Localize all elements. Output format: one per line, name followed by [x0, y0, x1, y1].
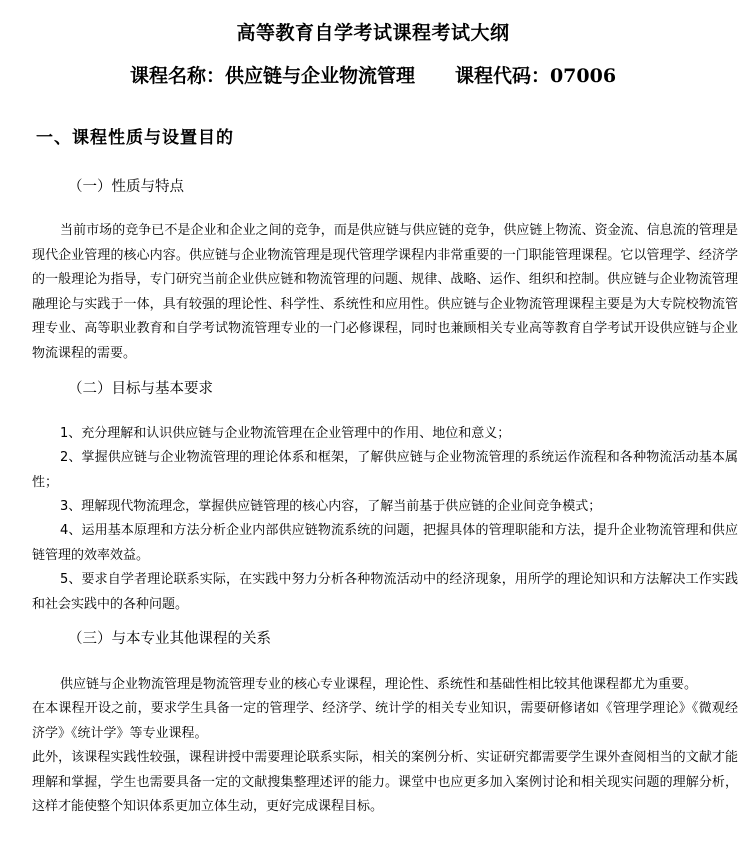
goal-item-1 [32, 422, 738, 447]
subsection-heading-nature: （一）性质与特点 [68, 179, 184, 195]
relations-paragraph-2: 在本课程开设之前，要求学生具备一定的管理学、经济学、统计学的相关专业知识，需要研修诸如《管理学理论》《微观经济学》《统计学》等专业课程。 [32, 701, 738, 741]
relations-paragraph-1 [32, 673, 738, 698]
goal-item-3 [32, 495, 738, 520]
goal-item-3-text: 3、理解现代物流理念，掌握供应链管理的核心内容，了解当前基于供应链的企业间竞争模式； [60, 499, 602, 514]
document-title: 高等教育自学考试课程考试大纲 [236, 22, 510, 44]
course-info-line [0, 63, 746, 89]
relations-paragraph-1-text: 供应链与企业物流管理是物流管理专业的核心专业课程，理论性、系统性和基础性相比较其他课程都尤为重要。 [60, 677, 698, 692]
subsection-heading-goals: （二）目标与基本要求 [68, 381, 213, 397]
goal-item-4-text: 4、运用基本原理和方法分析企业内部供应链物流系统的问题，把握具体的管理职能和方法，提升企业物流管理和供应链管理的效率效益。 [32, 523, 738, 563]
section-heading-1: 一、课程性质与设置目的 [36, 128, 234, 148]
goal-item-1-text: 1、充分理解和认识供应链与企业物流管理在企业管理中的作用、地位和意义； [60, 426, 511, 441]
course-code: 课程代码：07006 [454, 65, 617, 87]
subsection-heading-relations: （三）与本专业其他课程的关系 [68, 631, 271, 647]
goal-item-5-text: 5、要求自学者理论联系实际，在实践中努力分析各种物流活动中的经济现象，用所学的理论知识和方法解决工作实践和社会实践中的各种问题。 [32, 572, 738, 612]
relations-paragraph-3: 此外，该课程实践性较强，课程讲授中需要理论联系实际，相关的案例分析、实证研究都需要学生课外查阅相当的文献才能理解和掌握，学生也需要具备一定的文献搜集整理述评的能力。课堂中也应更多加入案例讨论和相关现实问题的理解分析，这样才能使整个知识体系更加立体生动，更好完成课程目标。 [32, 750, 738, 814]
paragraph-nature-text: 当前市场的竞争已不是企业和企业之间的竞争，而是供应链与供应链的竞争，供应链上物流、资金流、信息流的管理是现代企业管理的核心内容。供应链与企业物流管理是现代管理学课程内非常重要的一门职能管理课程。它以管理学、经济学的一般理论为指导，专门研究当前企业供应链和物流管理的问题、规律、战略、运作、组织和控制。供应链与企业物流管理融理论与实践于一体，具有较强的理论性、科学性、系统性和应用性。供应链与企业物流管理课程主要是为大专院校物流管理专业、高等职业教育和自学考试物流管理专业的一门必修课程，同时也兼顾相关专业高等教育自学考试开设供应链与企业物流课程的需要。 [32, 223, 738, 361]
goal-item-4 [32, 519, 738, 568]
goal-item-5 [32, 568, 738, 617]
goal-item-2-text: 2、掌握供应链与企业物流管理的理论体系和框架，了解供应链与企业物流管理的系统运作流程和各种物流活动基本属性； [32, 450, 738, 490]
course-name: 课程名称：供应链与企业物流管理 [129, 65, 415, 87]
paragraph-nature [32, 219, 738, 366]
goal-item-2 [32, 446, 738, 495]
